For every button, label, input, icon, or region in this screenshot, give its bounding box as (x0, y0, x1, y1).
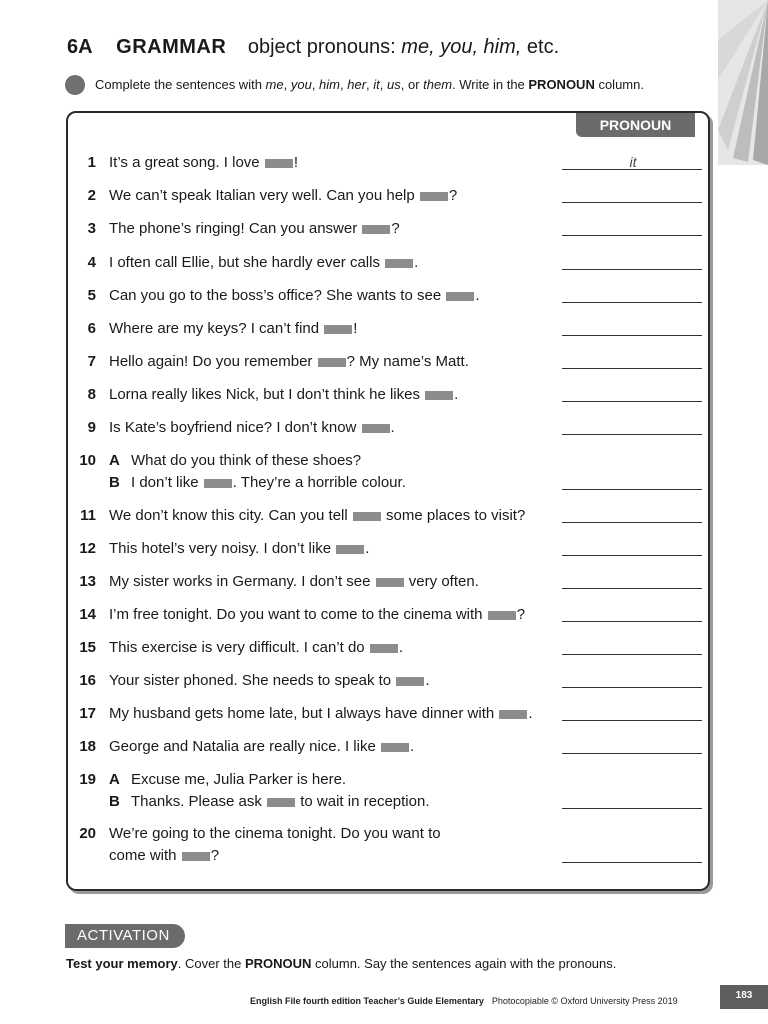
exercise-item (0, 771, 768, 811)
sentence-text: Your sister phoned. She needs to speak to (109, 672, 396, 689)
sentence-text: Excuse me, Julia Parker is here. (131, 771, 347, 788)
activation-column-word: PRONOUN (244, 956, 312, 971)
answer-line[interactable] (562, 368, 702, 369)
sentence-text: My sister works in Germany. I don’t see (109, 573, 375, 590)
item-sentence-line (109, 825, 441, 842)
sentence-text: ? (391, 220, 400, 237)
blank-placeholder (370, 644, 398, 653)
sentence-text: Lorna really likes Nick, but I don’t think he likes (109, 386, 425, 403)
answer-line[interactable] (562, 621, 702, 622)
item-sentence-line (109, 738, 414, 755)
answer-line[interactable] (562, 235, 702, 236)
sentence-text: ? (516, 606, 526, 623)
instruction-suffix: column. (594, 77, 644, 92)
item-sentence-line (109, 606, 525, 623)
sentence-text: Can you go to the boss’s office? She wants to see (109, 287, 446, 304)
item-number: 5 (87, 287, 96, 304)
footer-book-title: English File fourth edition Teacher’s Guide Elementary (250, 996, 484, 1006)
instruction-pronoun-separator: , (311, 77, 320, 92)
item-number: 4 (87, 254, 96, 271)
sentence-text: My husband gets home late, but I always have dinner with (109, 705, 499, 722)
instruction-pronoun: you (290, 77, 312, 92)
sentence-text: . (454, 386, 459, 403)
item-number: 2 (87, 187, 96, 204)
speaker-label: A (109, 771, 120, 788)
item-number: 1 (87, 154, 96, 171)
item-number: 18 (79, 738, 96, 755)
section-topic: GRAMMAR (116, 36, 227, 58)
answer-line[interactable] (562, 588, 702, 589)
footer-copyright: Photocopiable © Oxford University Press 2019 (491, 996, 678, 1006)
blank-placeholder (385, 259, 413, 268)
answer-line[interactable] (562, 522, 702, 523)
item-sentence-line (109, 705, 533, 722)
item-sentence-line (109, 220, 400, 237)
exercise-item (0, 452, 768, 492)
sentence-text: Hello again! Do you remember (109, 353, 317, 370)
sentence-text: . (398, 639, 403, 656)
subtitle-suffix: etc. (521, 36, 560, 58)
sentence-text: I often call Ellie, but she hardly ever calls (109, 254, 385, 271)
activation-label: ACTIVATION (65, 924, 185, 948)
speaker-label: B (109, 793, 120, 810)
activation-instruction (66, 956, 616, 971)
answer-line[interactable] (562, 687, 702, 688)
instruction-pronoun-list (266, 77, 453, 92)
sentence-text: ? (210, 847, 220, 864)
instruction-pronoun-separator: , (366, 77, 374, 92)
corner-decoration (718, 0, 768, 165)
subtitle-prefix: object pronouns: (247, 36, 402, 58)
sentence-text: . (365, 540, 370, 557)
instruction-pronoun-separator: , (379, 77, 387, 92)
instruction-pronoun: her (347, 77, 367, 92)
sentence-text: I don’t like (131, 474, 203, 491)
blank-placeholder (488, 611, 516, 620)
instruction-pronoun: him (319, 77, 340, 92)
blank-placeholder (425, 391, 453, 400)
page-title (67, 36, 559, 59)
answer-line[interactable] (562, 401, 702, 402)
blank-placeholder (265, 159, 293, 168)
activation-text-1: . Cover the (177, 956, 245, 971)
blank-placeholder (182, 852, 210, 861)
item-number: 3 (87, 220, 96, 237)
blank-placeholder (499, 710, 527, 719)
blank-placeholder (376, 578, 404, 587)
item-sentence-line (109, 507, 525, 524)
blank-placeholder (318, 358, 346, 367)
answer-line[interactable] (562, 862, 702, 863)
pronoun-column-header: PRONOUN (576, 113, 695, 137)
instruction-column-word: PRONOUN (528, 77, 595, 92)
page-number: 183 (720, 985, 768, 1009)
answer-line[interactable] (562, 753, 702, 754)
exercise-item (0, 825, 768, 865)
sentence-text: . They’re a horrible colour. (232, 474, 406, 491)
instruction-pronoun-separator: , (283, 77, 291, 92)
item-number: 15 (79, 639, 96, 656)
item-number: 12 (79, 540, 96, 557)
answer-text: it (629, 154, 637, 170)
item-sentence-line (109, 353, 469, 370)
instruction-bullet-icon (65, 75, 85, 95)
blank-placeholder (362, 424, 390, 433)
speaker-label: B (109, 474, 120, 491)
answer-line[interactable] (562, 654, 702, 655)
item-sentence-line (109, 320, 357, 337)
sentence-text: Is Kate’s boyfriend nice? I don’t know (109, 419, 361, 436)
answer-line[interactable] (562, 720, 702, 721)
sentence-text: This exercise is very difficult. I can’t do (109, 639, 369, 656)
sentence-text: very often. (404, 573, 479, 590)
sentence-text: We can’t speak Italian very well. Can you help (109, 187, 419, 204)
item-sentence-line (109, 793, 429, 810)
answer-line[interactable] (562, 335, 702, 336)
sentence-text: some places to visit? (381, 507, 526, 524)
sentence-text: Thanks. Please ask (131, 793, 267, 810)
footer (250, 996, 678, 1006)
instruction-pronoun-separator: , (340, 77, 348, 92)
item-number: 10 (79, 452, 96, 469)
sentence-text: What do you think of these shoes? (131, 452, 362, 469)
sentence-text: . (409, 738, 415, 755)
item-sentence-line (109, 540, 369, 557)
item-sentence-line (109, 154, 298, 171)
item-sentence-line (109, 771, 346, 788)
item-sentence-line (109, 672, 429, 689)
blank-placeholder (381, 743, 409, 752)
sentence-text: . (528, 705, 533, 722)
sentence-text: The phone’s ringing! Can you answer (109, 220, 362, 237)
blank-placeholder (336, 545, 364, 554)
blank-placeholder (420, 192, 448, 201)
blank-placeholder (353, 512, 381, 521)
answer-line[interactable] (562, 434, 702, 435)
instruction-pronoun-separator: , or (400, 77, 424, 92)
item-number: 13 (79, 573, 96, 590)
blank-placeholder (396, 677, 424, 686)
sentence-text: . (390, 419, 395, 436)
sentence-text: . (475, 287, 480, 304)
item-sentence-line (109, 254, 418, 271)
answer-line[interactable] (562, 202, 702, 203)
item-number: 14 (79, 606, 96, 623)
item-number: 8 (87, 386, 96, 403)
item-sentence-line (109, 452, 361, 469)
item-number: 9 (87, 419, 96, 436)
sentence-text: I’m free tonight. Do you want to come to the cinema with (109, 606, 487, 623)
item-sentence-line (109, 474, 406, 491)
sentence-text: We’re going to the cinema tonight. Do you want to (109, 825, 441, 842)
item-number: 6 (87, 320, 96, 337)
sentence-text: . (414, 254, 419, 271)
item-sentence-line (109, 287, 480, 304)
blank-placeholder (324, 325, 352, 334)
blank-placeholder (267, 798, 295, 807)
blank-placeholder (362, 225, 390, 234)
subtitle-pronouns: me, you, him, (401, 36, 522, 58)
item-sentence-line (109, 847, 219, 864)
sentence-text: This hotel’s very noisy. I don’t like (109, 540, 336, 557)
activation-bold: Test your memory (66, 956, 178, 971)
section-subtitle (248, 36, 559, 58)
sentence-text: ! (293, 154, 298, 171)
instruction-pronoun: us (387, 77, 401, 92)
sentence-text: George and Natalia are really nice. I like (109, 738, 380, 755)
sentence-text: ? My name’s Matt. (346, 353, 469, 370)
answer-line[interactable] (562, 169, 702, 170)
blank-placeholder (446, 292, 474, 301)
item-number: 20 (79, 825, 96, 842)
instruction-pronoun: them (423, 77, 453, 92)
item-number: 11 (80, 507, 96, 524)
item-sentence-line (109, 639, 403, 656)
sentence-text: ? (448, 187, 458, 204)
item-sentence-line (109, 187, 457, 204)
item-sentence-line (109, 573, 479, 590)
sentence-text: ! (353, 320, 358, 337)
instruction-middle: . Write in the (452, 77, 529, 92)
answer-line[interactable] (562, 808, 702, 809)
sentence-text: to wait in reception. (296, 793, 430, 810)
answer-line[interactable] (562, 269, 702, 270)
answer-line[interactable] (562, 489, 702, 490)
item-number: 16 (79, 672, 96, 689)
answer-line[interactable] (562, 555, 702, 556)
speaker-label: A (109, 452, 120, 469)
blank-placeholder (204, 479, 232, 488)
activation-text-2: column. Say the sentences again with the pronouns. (311, 956, 617, 971)
instruction-text (95, 77, 644, 92)
sentence-text: It’s a great song. I love (109, 154, 264, 171)
sentence-text: Where are my keys? I can’t find (109, 320, 324, 337)
item-number: 17 (79, 705, 96, 722)
instruction-pronoun: me (265, 77, 284, 92)
item-sentence-line (109, 386, 458, 403)
answer-line[interactable] (562, 302, 702, 303)
item-number: 7 (87, 353, 96, 370)
item-sentence-line (109, 419, 395, 436)
instruction-pronoun: it (373, 77, 380, 92)
sentence-text: . (425, 672, 430, 689)
item-number: 19 (79, 771, 96, 788)
sentence-text: come with (109, 847, 181, 864)
section-code: 6A (67, 36, 93, 58)
instruction-prefix: Complete the sentences with (95, 77, 266, 92)
sentence-text: We don’t know this city. Can you tell (109, 507, 352, 524)
